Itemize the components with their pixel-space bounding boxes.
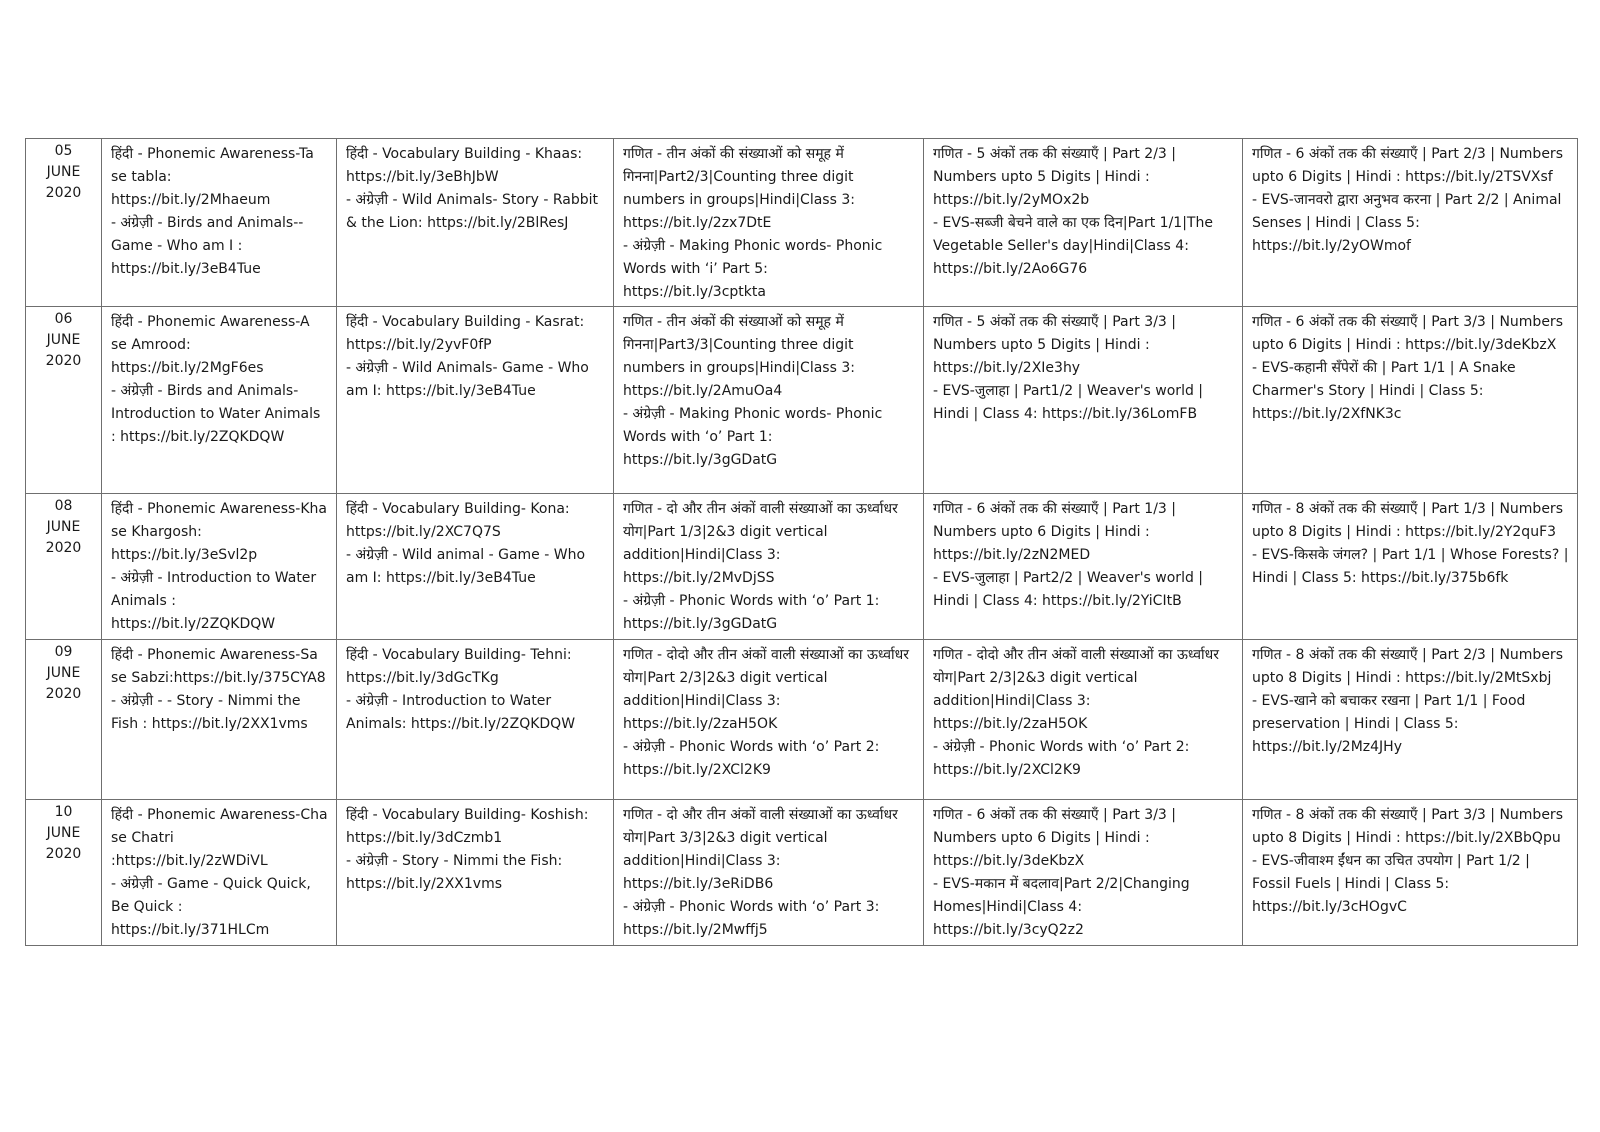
lesson-entry-secondary: - EVS-सब्जी बेचने वाले का एक दिन|Part 1/1|The Vegetable Seller's day|Hindi|Class 4: https://bit.ly/2Ao6G76 [933, 215, 1213, 277]
lesson-entry-primary: गणित - 8 अंकों तक की संख्याएँ | Part 1/3 | Numbers upto 8 Digits | Hindi : https://bit.ly/2Y2quF3 [1252, 501, 1563, 540]
lesson-entry-primary: हिंदी - Phonemic Awareness-Ta se tabla: https://bit.ly/2Mhaeum [111, 146, 314, 208]
lesson-entry-secondary: - अंग्रेज़ी - Making Phonic words- Phonic Words with ‘o’ Part 1: https://bit.ly/3gGDatG [623, 406, 883, 468]
lesson-cell [614, 800, 924, 946]
lesson-entry-primary: हिंदी - Phonemic Awareness-Cha se Chatri :https://bit.ly/2zWDiVL [111, 807, 328, 869]
lesson-entry-primary: गणित - तीन अंकों की संख्याओं को समूह में गिनना|Part2/3|Counting three digit numbers in groups|Hindi|Class 3: https://bit.ly/2zx7DtE [623, 146, 855, 231]
lesson-cell [1243, 139, 1578, 307]
lesson-entry-primary: हिंदी - Phonemic Awareness-Kha se Khargosh: https://bit.ly/3eSvl2p [111, 501, 327, 563]
lesson-entry-secondary: - अंग्रेज़ी - Phonic Words with ‘o’ Part 2: https://bit.ly/2XCl2K9 [623, 739, 880, 778]
lesson-entry-primary: हिंदी - Vocabulary Building - Khaas: https://bit.ly/3eBhJbW [346, 146, 583, 185]
lesson-entry-primary: हिंदी - Phonemic Awareness-A se Amrood: https://bit.ly/2MgF6es [111, 314, 310, 376]
lesson-entry-secondary: - अंग्रेज़ी - Story - Nimmi the Fish: https://bit.ly/2XX1vms [346, 853, 563, 892]
lesson-cell [614, 139, 924, 307]
date-cell [26, 139, 102, 307]
lesson-entry-secondary: - अंग्रेज़ी - Introduction to Water Animals : https://bit.ly/2ZQKDQW [111, 570, 317, 632]
lesson-cell [1243, 640, 1578, 800]
table-row [26, 494, 1578, 640]
date-year: 2020 [45, 185, 82, 201]
lesson-entry-secondary: - अंग्रेज़ी - Introduction to Water Animals: https://bit.ly/2ZQKDQW [346, 693, 576, 732]
lesson-cell [924, 307, 1243, 494]
lesson-cell [102, 800, 337, 946]
lesson-entry-secondary: - अंग्रेज़ी - Wild Animals- Game - Who am I: https://bit.ly/3eB4Tue [346, 360, 589, 399]
lesson-entry-primary: गणित - 6 अंकों तक की संख्याएँ | Part 2/3 | Numbers upto 6 Digits | Hindi : https://bit.ly/2TSVXsf [1252, 146, 1563, 185]
date-day: 05 [54, 143, 73, 159]
date-day: 09 [54, 644, 73, 660]
lesson-entry-secondary: - EVS-कहानी सँपेरों की | Part 1/1 | A Snake Charmer's Story | Hindi | Class 5: https://bit.ly/2XfNK3c [1252, 360, 1516, 422]
date-cell [26, 800, 102, 946]
lesson-entry-primary: गणित - तीन अंकों की संख्याओं को समूह में गिनना|Part3/3|Counting three digit numbers in groups|Hindi|Class 3: https://bit.ly/2AmuOa4 [623, 314, 855, 399]
lesson-entry-secondary: - EVS-जानवरो द्वारा अनुभव करना | Part 2/2 | Animal Senses | Hindi | Class 5: https://bit.ly/2yOWmof [1252, 192, 1562, 254]
lesson-entry-primary: गणित - 5 अंकों तक की संख्याएँ | Part 3/3 | Numbers upto 5 Digits | Hindi : https://bit.ly/2XIe3hy [933, 314, 1176, 376]
schedule-body [26, 139, 1578, 946]
date-day: 06 [54, 311, 73, 327]
lesson-cell [1243, 307, 1578, 494]
lesson-cell [102, 640, 337, 800]
lesson-entry-primary: गणित - 6 अंकों तक की संख्याएँ | Part 1/3 | Numbers upto 6 Digits | Hindi : https://bit.ly/2zN2MED [933, 501, 1176, 563]
lesson-cell [924, 800, 1243, 946]
lesson-entry-secondary: - अंग्रेज़ी - Phonic Words with ‘o’ Part 3: https://bit.ly/2Mwffj5 [623, 899, 880, 938]
lesson-entry-primary: गणित - दो और तीन अंकों वाली संख्याओं का ऊर्ध्वाधर योग|Part 1/3|2&3 digit vertical addition|Hindi|Class 3: https://bit.ly/2MvDjSS [623, 501, 898, 586]
lesson-entry-secondary: - EVS-किसके जंगल? | Part 1/1 | Whose Forests? | Hindi | Class 5: https://bit.ly/375b6fk [1252, 547, 1569, 586]
lesson-cell [924, 139, 1243, 307]
date-cell [26, 494, 102, 640]
lesson-cell [102, 139, 337, 307]
date-month: JUNE [46, 332, 81, 348]
date-year: 2020 [45, 540, 82, 556]
lesson-cell [102, 494, 337, 640]
lesson-cell [102, 307, 337, 494]
date-year: 2020 [45, 846, 82, 862]
lesson-entry-secondary: - अंग्रेज़ी - Game - Quick Quick, Be Quick : https://bit.ly/371HLCm [111, 876, 311, 938]
table-row [26, 307, 1578, 494]
date-year: 2020 [45, 353, 82, 369]
date-month: JUNE [46, 519, 81, 535]
lesson-entry-primary: गणित - दोदो और तीन अंकों वाली संख्याओं का ऊर्ध्वाधर योग|Part 2/3|2&3 digit vertical addition|Hindi|Class 3: https://bit.ly/2zaH5OK [623, 647, 909, 732]
lesson-entry-primary: गणित - 8 अंकों तक की संख्याएँ | Part 3/3 | Numbers upto 8 Digits | Hindi : https://bit.ly/2XBbQpu [1252, 807, 1563, 846]
lesson-entry-secondary: - अंग्रेज़ी - Wild Animals- Story - Rabbit & the Lion: https://bit.ly/2BlResJ [346, 192, 599, 231]
lesson-entry-primary: गणित - 6 अंकों तक की संख्याएँ | Part 3/3 | Numbers upto 6 Digits | Hindi : https://bit.ly/3deKbzX [933, 807, 1176, 869]
date-cell [26, 307, 102, 494]
lesson-entry-secondary: - अंग्रेज़ी - Birds and Animals--Game - Who am I : https://bit.ly/3eB4Tue [111, 215, 304, 277]
lesson-cell [337, 800, 614, 946]
lesson-cell [924, 494, 1243, 640]
table-row [26, 640, 1578, 800]
lesson-cell [1243, 800, 1578, 946]
date-month: JUNE [46, 164, 81, 180]
table-row [26, 800, 1578, 946]
lesson-entry-primary: गणित - 6 अंकों तक की संख्याएँ | Part 3/3 | Numbers upto 6 Digits | Hindi : https://bit.ly/3deKbzX [1252, 314, 1563, 353]
lesson-entry-primary: हिंदी - Vocabulary Building- Tehni: https://bit.ly/3dGcTKg [346, 647, 572, 686]
lesson-cell [614, 494, 924, 640]
lesson-cell [337, 494, 614, 640]
lesson-entry-primary: हिंदी - Phonemic Awareness-Sa se Sabzi:https://bit.ly/375CYA8 [111, 647, 326, 686]
lesson-entry-secondary: - अंग्रेज़ी - Wild animal - Game - Who am I: https://bit.ly/3eB4Tue [346, 547, 586, 586]
lesson-entry-primary: हिंदी - Vocabulary Building- Koshish: https://bit.ly/3dCzmb1 [346, 807, 589, 846]
lesson-entry-primary: गणित - दो और तीन अंकों वाली संख्याओं का ऊर्ध्वाधर योग|Part 3/3|2&3 digit vertical addition|Hindi|Class 3: https://bit.ly/3eRiDB6 [623, 807, 898, 892]
lesson-entry-secondary: - अंग्रेज़ी - Making Phonic words- Phonic Words with ‘i’ Part 5: https://bit.ly/3cptkta [623, 238, 883, 300]
lesson-entry-secondary: - EVS-खाने को बचाकर रखना | Part 1/1 | Food preservation | Hindi | Class 5: https://bit.ly/2Mz4JHy [1252, 693, 1526, 755]
lesson-cell [614, 640, 924, 800]
date-day: 10 [54, 804, 73, 820]
lesson-entry-primary: हिंदी - Vocabulary Building- Kona: https://bit.ly/2XC7Q7S [346, 501, 570, 540]
lesson-entry-secondary: - EVS-मकान में बदलाव|Part 2/2|Changing Homes|Hindi|Class 4: https://bit.ly/3cyQ2z2 [933, 876, 1190, 938]
lesson-entry-secondary: - EVS-जीवाश्म ईंधन का उचित उपयोग | Part 1/2 | Fossil Fuels | Hindi | Class 5: https://bit.ly/3cHOgvC [1252, 853, 1530, 915]
lesson-entry-secondary: - अंग्रेज़ी - Birds and Animals-Introduction to Water Animals : https://bit.ly/2ZQKDQW [111, 383, 321, 445]
lesson-cell [924, 640, 1243, 800]
table-row [26, 139, 1578, 307]
lesson-cell [337, 640, 614, 800]
date-cell [26, 640, 102, 800]
lesson-entry-primary: हिंदी - Vocabulary Building - Kasrat: https://bit.ly/2yvF0fP [346, 314, 585, 353]
lesson-entry-secondary: - EVS-जुलाहा | Part2/2 | Weaver's world | Hindi | Class 4: https://bit.ly/2YiCItB [933, 570, 1204, 609]
lesson-entry-secondary: - अंग्रेज़ी - - Story - Nimmi the Fish : https://bit.ly/2XX1vms [111, 693, 308, 732]
lesson-entry-primary: गणित - 8 अंकों तक की संख्याएँ | Part 2/3 | Numbers upto 8 Digits | Hindi : https://bit.ly/2MtSxbj [1252, 647, 1563, 686]
date-year: 2020 [45, 686, 82, 702]
lesson-cell [614, 307, 924, 494]
lesson-entry-secondary: - EVS-जुलाहा | Part1/2 | Weaver's world | Hindi | Class 4: https://bit.ly/36LomFB [933, 383, 1204, 422]
lesson-cell [1243, 494, 1578, 640]
lesson-entry-secondary: - अंग्रेज़ी - Phonic Words with ‘o’ Part 1: https://bit.ly/3gGDatG [623, 593, 880, 632]
date-month: JUNE [46, 665, 81, 681]
lesson-cell [337, 307, 614, 494]
lesson-entry-primary: गणित - 5 अंकों तक की संख्याएँ | Part 2/3 | Numbers upto 5 Digits | Hindi : https://bit.ly/2yMOx2b [933, 146, 1176, 208]
date-month: JUNE [46, 825, 81, 841]
date-day: 08 [54, 498, 73, 514]
lesson-entry-secondary: - अंग्रेज़ी - Phonic Words with ‘o’ Part 2: https://bit.ly/2XCl2K9 [933, 739, 1190, 778]
lesson-entry-primary: गणित - दोदो और तीन अंकों वाली संख्याओं का ऊर्ध्वाधर योग|Part 2/3|2&3 digit vertical addition|Hindi|Class 3: https://bit.ly/2zaH5OK [933, 647, 1219, 732]
schedule-table [25, 138, 1578, 946]
lesson-cell [337, 139, 614, 307]
